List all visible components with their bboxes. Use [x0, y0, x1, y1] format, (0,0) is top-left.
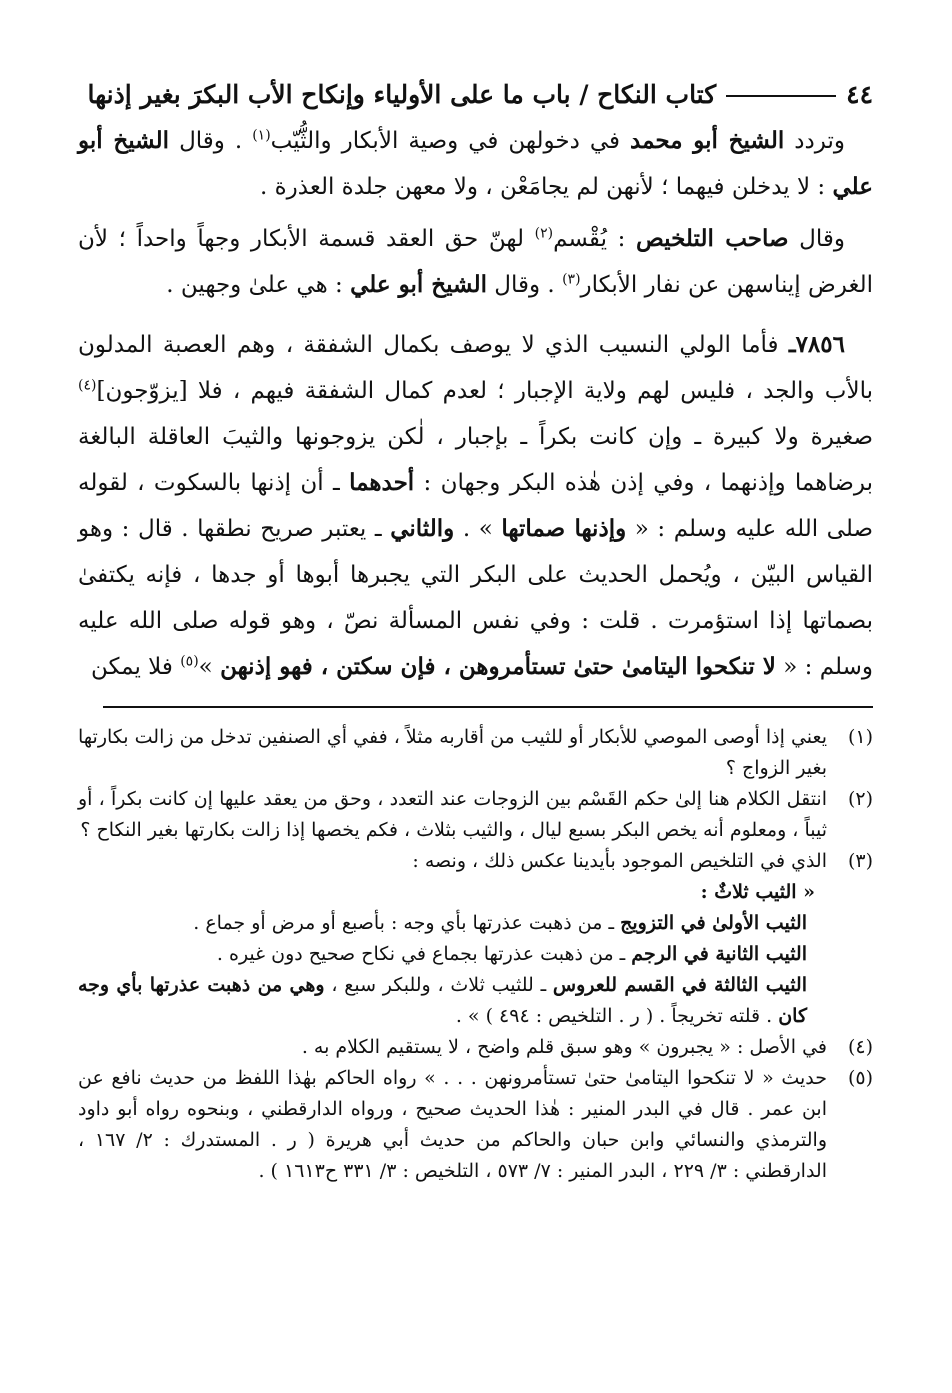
footnote-text: في الأصل : « يجبرون » وهو سبق قلم واضح ، لا يستقيم الكلام به . — [301, 1036, 827, 1058]
footnote-intro: الذي في التلخيص الموجود بأيدينا عكس ذلك ، ونصه : — [412, 850, 827, 872]
main-text — [78, 118, 873, 690]
footnote-3 — [78, 846, 873, 1032]
footnote-ref: (١) — [252, 127, 271, 144]
footnote-5 — [78, 1063, 873, 1187]
quote-item: الثيب الثانية في الرجم ـ من ذهبت عذرتها بجماع في نكاح صحيح دون غيره . — [216, 943, 807, 965]
quote-title: « الثيب ثلاثٌ : — [700, 881, 815, 903]
paragraph-3: ٧٨٥٦ـ فأما الولي النسيب الذي لا يوصف بكمال الشفقة ، وهم العصبة المدلون بالأب والجد ، فليس لهم ولاية الإجبار ؛ لعدم كمال الشفقة فيهم ، فلا [يزوّجون]$^{(٤)}$ صغيرة ولا كبيرة ـ وإن كانت بكراً ـ بإجبار ، لٰكن يزوجونها والثيبَ العاقلة البالغة برضاهما وإذنهما ، وفي إذن هٰذه البكر وجهان : أحدهما ـ أن إذنها بالسكوت ، لقوله صلى الله عليه وسلم : « وإذنها صماتها » . والثاني ـ يعتبر صريح نطقها . قال : وهو القياس البيّن ، ويُحمل الحديث على البكر التي يجبرها أبوها أو جدها ، فإنه يكتفىٰ بصماتها إذا استؤمرت . قلت : وفي نفس المسألة نصّ ، وهو قوله صلى الله عليه وسلم : « لا تنكحوا اليتامىٰ حتىٰ تستأمروهن ، فإن سكتن ، فهو إذنهن »$^{(٥)}$ فلا يمكن — [78, 331, 873, 680]
footnote-4 — [78, 1032, 873, 1063]
footnote-text: انتقل الكلام هنا إلىٰ حكم القَسْم بين الزوجات عند التعدد ، وحق من يعقد عليها إن كانت بكراً ، أو ثيباً ، ومعلوم أنه يخص البكر بسبع ليال ، والثيب بثلاث ، فكم يخصها إذا زالت بكارتها بغير النكاح ؟ — [78, 788, 827, 841]
emphasis-text: والثاني — [390, 515, 455, 542]
footnote-number: (٤) — [847, 1036, 873, 1058]
footnote-number: (٥) — [847, 1067, 873, 1089]
footnote-text: حديث « لا تنكحوا اليتامىٰ حتىٰ تستأمرونهن . . . » رواه الحاكم بهٰذا اللفظ من حديث نافع عن ابن عمر . قال في البدر المنير : هٰذا الحديث صحيح ، ورواه الدارقطني ، وبنحوه رواه أبو داود والترمذي والنسائي وابن حبان والحاكم من حديث أبي هريرة ( ر . المستدرك : ٢/ ١٦٧ ، الدارقطني : ٣/ ٢٢٩ ، البدر المنير : ٧/ ٥٧٣ ، التلخيص : ٣/ ٣٣١ ح١٦١٣ ) . — [78, 1067, 827, 1182]
scholar-name: صاحب التلخيص — [635, 225, 789, 252]
footnote-text — [78, 846, 827, 1032]
paragraph-2: وقال صاحب التلخيص : يُقْسم$^{(٢)}$ لهنّ حق العقد قسمة الأبكار وجهاً واحداً ؛ لأن الغرض إيناسهن عن نفار الأبكار$^{(٣)}$ . وقال الشيخ أبو علي : هي علىٰ وجهين . — [78, 225, 873, 298]
header-rule — [726, 95, 836, 97]
footnotes — [78, 722, 873, 1187]
footnote-number: (٢) — [847, 788, 873, 810]
footnote-number: (٣) — [847, 850, 873, 872]
paragraph-1: وتردد الشيخ أبو محمد في دخولهن في وصية الأبكار والثُّيّب$^{(١)}$ . وقال الشيخ أبو علي : لا يدخلن فيهما ؛ لأنهن لم يجامَعْن ، ولا معهن جلدة العذرة . — [78, 127, 873, 200]
page-number: ٤٤ — [846, 79, 873, 109]
footnote-number: (١) — [847, 726, 873, 748]
emphasis-text: أحدهما — [349, 469, 415, 496]
footnote-2 — [78, 784, 873, 846]
footnote-ref: (٢) — [534, 225, 554, 242]
footnote-ref: (٣) — [562, 271, 581, 288]
footnote-ref: (٤) — [78, 377, 97, 394]
book-page — [78, 70, 873, 1187]
footnote-ref: (٥) — [180, 653, 199, 670]
chapter-title: كتاب النكاح / باب ما على الأولياء وإنكاح الأب البكرَ بغير إذنها — [87, 79, 717, 109]
footnote-separator — [103, 706, 873, 708]
footnote-1 — [78, 722, 873, 784]
scholar-name: الشيخ أبو علي — [350, 271, 487, 298]
running-header — [78, 70, 873, 118]
quote-item: الثيب الثالثة في القسم للعروس ـ للثيب ثلاث ، وللبكر سبع ، وهي من ذهبت عذرتها بأي وجه كان . قلته تخريجاً . ( ر . التلخيص : ٤٩٤ ) » . — [78, 974, 807, 1027]
scholar-name: الشيخ أبو علي — [78, 127, 873, 200]
hadith-quote: وإذنها صماتها — [501, 515, 627, 542]
quote-item: الثيب الأولىٰ في التزويج ـ من ذهبت عذرتها بأي وجه : بأصبع أو مرض أو جماع . — [193, 912, 807, 934]
scholar-name: الشيخ أبو محمد — [630, 127, 785, 154]
footnote-text: يعني إذا أوصى الموصي للأبكار أو للثيب من أقاربه مثلاً ، ففي أي الصنفين تدخل من زالت بكارتها بغير الزواج ؟ — [78, 726, 827, 779]
hadith-quote: لا تنكحوا اليتامىٰ حتىٰ تستأمروهن ، فإن سكتن ، فهو إذنهن — [220, 653, 776, 680]
issue-number: ٧٨٥٦ـ — [788, 331, 845, 358]
